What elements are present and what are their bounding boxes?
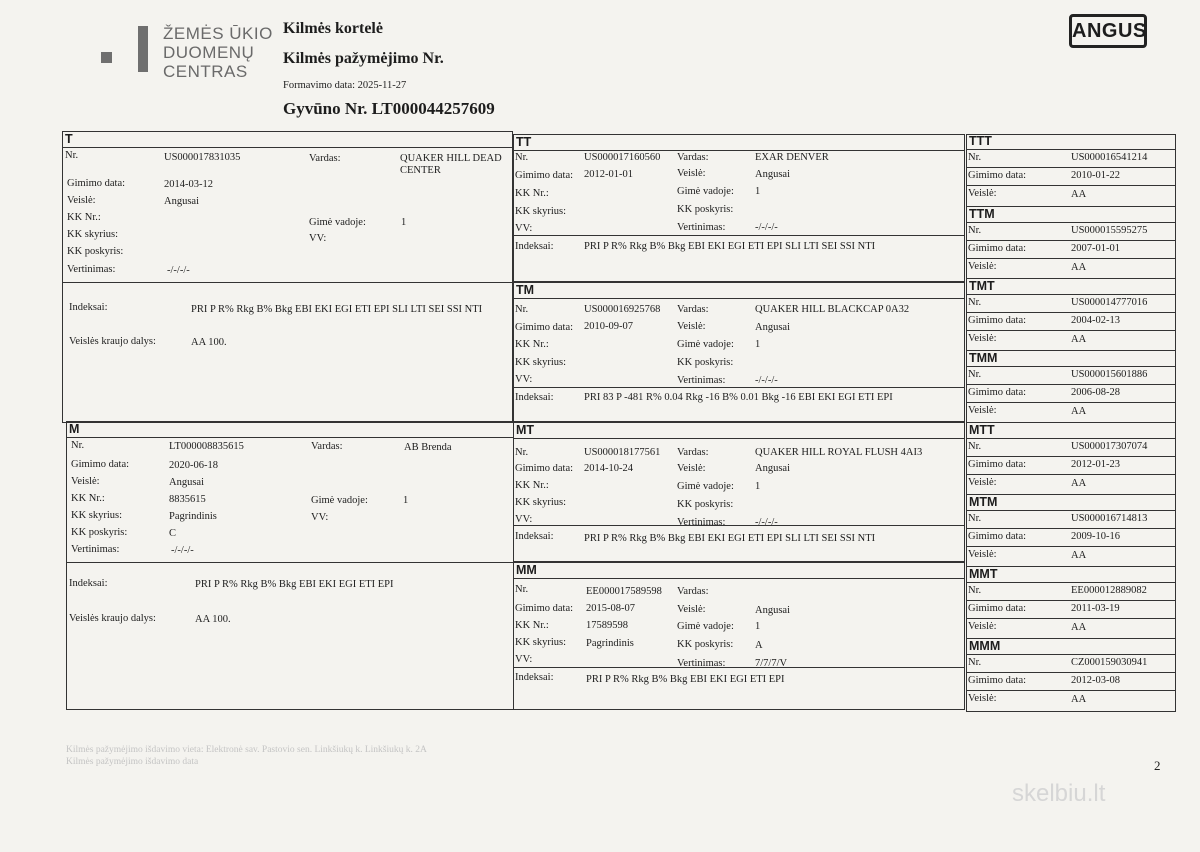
label: Vardas:: [677, 304, 709, 315]
label: Veislės kraujo dalys:: [69, 613, 156, 624]
value: 2011-03-19: [1071, 603, 1120, 614]
label: KK poskyris:: [677, 639, 734, 650]
dam-block: [66, 421, 514, 710]
label: Gimimo data:: [515, 170, 574, 181]
value: 2004-02-13: [1071, 315, 1120, 326]
label: Vardas:: [677, 586, 709, 597]
divider: [967, 474, 1175, 475]
animal-number: Gyvūno Nr. LT000044257609: [283, 99, 495, 118]
great-grandparent-block: [967, 278, 1175, 351]
divider: [967, 330, 1175, 331]
value: 1: [755, 481, 761, 492]
value: US000016714813: [1071, 513, 1148, 524]
label: Veislė:: [677, 604, 706, 615]
value: AA: [1071, 478, 1087, 489]
label: Veislė:: [968, 693, 997, 704]
label: KK poskyris:: [677, 204, 734, 215]
divider: [967, 185, 1175, 186]
label: Veislė:: [968, 261, 997, 272]
label: KK poskyris:: [71, 527, 128, 538]
great-grandparent-block: [967, 206, 1175, 279]
value: 2010-01-22: [1071, 170, 1120, 181]
value: US000017160560: [584, 152, 661, 163]
block-header: MTT: [967, 423, 1175, 439]
value: 2012-03-08: [1071, 675, 1120, 686]
value: C: [169, 528, 177, 539]
divider: [67, 562, 513, 563]
formation-date: Formavimo data: 2025-11-27: [283, 80, 407, 91]
value: Angusai: [755, 463, 790, 474]
value: 8835615: [169, 494, 206, 505]
block-header: MMM: [967, 639, 1175, 655]
divider: [967, 312, 1175, 313]
divider: [967, 690, 1175, 691]
label: Indeksai:: [515, 241, 554, 252]
label: Gimė vadoje:: [311, 495, 368, 506]
label: Veislė:: [67, 195, 96, 206]
label: Vertinimas:: [677, 658, 726, 669]
label: Veislė:: [677, 463, 706, 474]
value: AA: [1071, 189, 1087, 200]
label: Veislė:: [968, 549, 997, 560]
block-header: TM: [514, 283, 964, 299]
label: Gimimo data:: [71, 459, 130, 470]
label: VV:: [515, 223, 533, 234]
value: EE000017589598: [586, 586, 662, 597]
label: Vardas:: [309, 153, 341, 164]
value: AA: [1071, 550, 1087, 561]
label: Veislė:: [968, 477, 997, 488]
angus-logo: ANGUS: [1069, 14, 1147, 48]
great-grandparent-block: [967, 422, 1175, 495]
label: Gimimo data:: [515, 463, 574, 474]
label: Gimimo data:: [515, 322, 574, 333]
value: 2012-01-23: [1071, 459, 1120, 470]
block-header: MM: [514, 563, 964, 579]
label: Veislės kraujo dalys:: [69, 336, 156, 347]
value: AA: [1071, 406, 1087, 417]
label: Vertinimas:: [677, 517, 726, 528]
value: PRI 83 P -481 R% 0.04 Rkg -16 B% 0.01 Bkg -16 EBI EKI EGI ETI EPI: [584, 392, 893, 403]
value: CZ000159030941: [1071, 657, 1148, 668]
logo-square-small: [101, 52, 112, 63]
label: VV:: [515, 374, 533, 385]
label: Nr.: [968, 369, 982, 380]
label: Gimimo data:: [968, 459, 1027, 470]
great-grandparent-block: [967, 566, 1175, 639]
block-header: TT: [514, 135, 964, 151]
value: 2010-09-07: [584, 321, 633, 332]
label: Vertinimas:: [677, 222, 726, 233]
label: KK poskyris:: [67, 246, 124, 257]
label: Vertinimas:: [67, 264, 116, 275]
block-header: TMT: [967, 279, 1175, 295]
label: Veislė:: [677, 321, 706, 332]
value: US000017831035: [164, 152, 241, 163]
label: Indeksai:: [69, 302, 108, 313]
value: US000015601886: [1071, 369, 1148, 380]
watermark: skelbiu.lt: [1012, 780, 1106, 807]
value: Angusai: [755, 322, 790, 333]
label: Gimė vadoje:: [677, 621, 734, 632]
divider: [967, 618, 1175, 619]
label: KK Nr.:: [515, 188, 549, 199]
great-grandparent-block: [967, 134, 1175, 206]
maternal-grandsire-block: [513, 422, 965, 562]
label: KK skyrius:: [71, 510, 123, 521]
paternal-granddam-block: [513, 282, 965, 422]
value: PRI P R% Rkg B% Bkg EBI EKI EGI ETI EPI: [195, 579, 394, 590]
value: -/-/-/-: [755, 222, 778, 233]
divider: [514, 667, 964, 668]
label: Gimė vadoje:: [677, 481, 734, 492]
value: AA: [1071, 334, 1087, 345]
label: Nr.: [968, 585, 982, 596]
label: KK poskyris:: [677, 357, 734, 368]
value: 1: [755, 186, 761, 197]
value: 7/7/7/V: [755, 658, 788, 669]
divider: [967, 672, 1175, 673]
great-grandparents-column: [966, 134, 1176, 712]
great-grandparent-block: [967, 494, 1175, 567]
divider: [967, 402, 1175, 403]
value: 2014-03-12: [164, 179, 213, 190]
value: US000018177561: [584, 447, 661, 458]
paternal-grandsire-block: [513, 134, 965, 282]
divider: [967, 384, 1175, 385]
label: KK Nr.:: [515, 620, 549, 631]
certificate-number-label: Kilmės pažymėjimo Nr.: [283, 50, 444, 67]
value: A: [755, 640, 763, 651]
block-header: TTM: [967, 207, 1175, 223]
footer-line: Kilmės pažymėjimo išdavimo vieta: Elektronė sav. Pastovio sen. Linkšiukų k. Linkšiukų k. 2A: [66, 745, 427, 755]
label: VV:: [309, 233, 327, 244]
value: AA: [1071, 694, 1087, 705]
label: Vardas:: [677, 447, 709, 458]
divider: [63, 282, 512, 283]
value: Angusai: [755, 605, 790, 616]
label: VV:: [515, 514, 533, 525]
label: Gimimo data:: [968, 675, 1027, 686]
label: KK Nr.:: [67, 212, 101, 223]
block-header: TTT: [967, 134, 1175, 150]
label: Indeksai:: [515, 531, 554, 542]
divider: [967, 258, 1175, 259]
label: Gimimo data:: [67, 178, 126, 189]
label: Nr.: [515, 447, 529, 458]
value: QUAKER HILL ROYAL FLUSH 4AI3: [755, 447, 923, 458]
value: US000016541214: [1071, 152, 1148, 163]
value: US000017307074: [1071, 441, 1148, 452]
label: Indeksai:: [515, 672, 554, 683]
label: Nr.: [968, 441, 982, 452]
label: Indeksai:: [515, 392, 554, 403]
value: 2012-01-01: [584, 169, 633, 180]
divider: [967, 456, 1175, 457]
divider: [967, 600, 1175, 601]
label: Vertinimas:: [71, 544, 120, 555]
label: Nr.: [65, 150, 79, 161]
logo-line: DUOMENŲ: [163, 43, 255, 62]
label: KK skyrius:: [515, 357, 567, 368]
value: -/-/-/-: [167, 265, 190, 276]
label: Gimimo data:: [968, 531, 1027, 542]
block-header: MMT: [967, 567, 1175, 583]
value: LT000008835615: [169, 441, 244, 452]
label: Nr.: [968, 297, 982, 308]
value: AA: [1071, 622, 1087, 633]
label: Nr.: [515, 304, 529, 315]
value: 1: [755, 339, 761, 350]
value: -/-/-/-: [755, 375, 778, 386]
label: Gimimo data:: [515, 603, 574, 614]
value: 2006-08-28: [1071, 387, 1120, 398]
label: KK skyrius:: [515, 206, 567, 217]
value: AA 100.: [191, 337, 227, 348]
label: Gimimo data:: [968, 243, 1027, 254]
value: 1: [403, 495, 409, 506]
divider: [967, 546, 1175, 547]
value: 1: [401, 217, 407, 228]
label: Vertinimas:: [677, 375, 726, 386]
value: US000016925768: [584, 304, 661, 315]
label: Veislė:: [968, 333, 997, 344]
value: PRI P R% Rkg B% Bkg EBI EKI EGI ETI EPI SLI LTI SEI SSI NTI: [191, 304, 483, 315]
label: KK skyrius:: [515, 497, 567, 508]
maternal-granddam-block: [513, 562, 965, 710]
value: EXAR DENVER: [755, 152, 829, 163]
label: KK Nr.:: [515, 480, 549, 491]
label: Nr.: [968, 225, 982, 236]
label: Nr.: [968, 513, 982, 524]
value: 17589598: [586, 620, 628, 631]
value: 2014-10-24: [584, 463, 633, 474]
divider: [514, 235, 964, 236]
logo-text: [163, 24, 273, 81]
footer-text: [66, 744, 427, 768]
label: Gimė vadoje:: [309, 217, 366, 228]
value: US000014777016: [1071, 297, 1148, 308]
value: EE000012889082: [1071, 585, 1147, 596]
value: Angusai: [169, 477, 204, 488]
value: Pagrindinis: [586, 638, 634, 649]
document-title: Kilmės kortelė: [283, 20, 383, 37]
label: Gimimo data:: [968, 315, 1027, 326]
value: -/-/-/-: [755, 517, 778, 528]
value: 2009-10-16: [1071, 531, 1120, 542]
value: -/-/-/-: [171, 545, 194, 556]
value: QUAKER HILL DEAD CENTER: [400, 153, 502, 176]
label: KK Nr.:: [71, 493, 105, 504]
value: 2007-01-01: [1071, 243, 1120, 254]
label: Vardas:: [311, 441, 343, 452]
label: Gimė vadoje:: [677, 186, 734, 197]
label: KK skyrius:: [515, 637, 567, 648]
value: AA: [1071, 262, 1087, 273]
sire-block: [62, 131, 513, 423]
value: AB Brenda: [404, 442, 452, 453]
value: Pagrindinis: [169, 511, 217, 522]
block-header: MT: [514, 423, 964, 439]
value: Angusai: [164, 196, 199, 207]
label: KK Nr.:: [515, 339, 549, 350]
value: PRI P R% Rkg B% Bkg EBI EKI EGI ETI EPI SLI LTI SEI SSI NTI: [584, 241, 876, 252]
block-header: M: [67, 422, 513, 438]
label: Gimimo data:: [968, 170, 1027, 181]
block-header: TMM: [967, 351, 1175, 367]
label: Nr.: [968, 657, 982, 668]
value: PRI P R% Rkg B% Bkg EBI EKI EGI ETI EPI SLI LTI SEI SSI NTI: [584, 533, 876, 544]
label: Gimimo data:: [968, 387, 1027, 398]
value: 2020-06-18: [169, 460, 218, 471]
label: Indeksai:: [69, 578, 108, 589]
value: AA 100.: [195, 614, 231, 625]
footer-line: Kilmės pažymėjimo išdavimo data: [66, 757, 199, 767]
logo-line: ŽEMĖS ŪKIO: [163, 24, 273, 43]
great-grandparent-block: [967, 350, 1175, 423]
great-grandparent-block: [967, 638, 1175, 711]
label: Nr.: [515, 584, 529, 595]
label: Veislė:: [968, 621, 997, 632]
label: Veislė:: [968, 405, 997, 416]
value: 1: [755, 621, 761, 632]
label: Veislė:: [71, 476, 100, 487]
page-number: 2: [1154, 758, 1161, 773]
value: QUAKER HILL BLACKCAP 0A32: [755, 304, 910, 315]
value: US000015595275: [1071, 225, 1148, 236]
label: KK skyrius:: [67, 229, 119, 240]
label: Nr.: [71, 440, 85, 451]
label: Nr.: [515, 152, 529, 163]
label: KK poskyris:: [677, 499, 734, 510]
label: Veislė:: [677, 168, 706, 179]
logo-bar: [138, 26, 148, 72]
value: 2015-08-07: [586, 603, 635, 614]
block-header: T: [63, 132, 512, 148]
value: Angusai: [755, 169, 790, 180]
block-header: MTM: [967, 495, 1175, 511]
label: Vardas:: [677, 152, 709, 163]
divider: [967, 528, 1175, 529]
value: PRI P R% Rkg B% Bkg EBI EKI EGI ETI EPI: [586, 674, 785, 685]
label: VV:: [311, 512, 329, 523]
label: VV:: [515, 654, 533, 665]
label: Veislė:: [968, 188, 997, 199]
divider: [514, 525, 964, 526]
label: Gimė vadoje:: [677, 339, 734, 350]
divider: [967, 240, 1175, 241]
divider: [514, 387, 964, 388]
divider: [967, 167, 1175, 168]
label: Gimimo data:: [968, 603, 1027, 614]
logo-line: CENTRAS: [163, 62, 248, 81]
label: Nr.: [968, 152, 982, 163]
